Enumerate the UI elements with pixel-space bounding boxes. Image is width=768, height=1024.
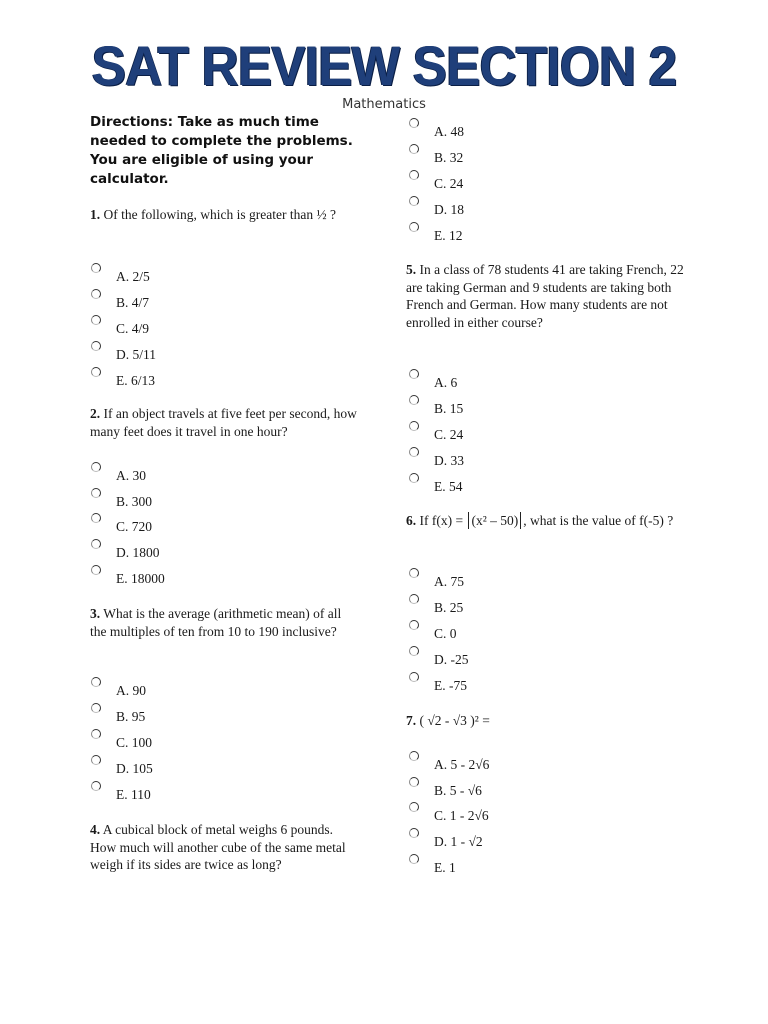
question-text: Of the following, which is greater than ½ ? [103,207,336,222]
q1-option-d[interactable] [91,341,156,361]
option-label: C. 4/9 [116,321,150,336]
radio-button[interactable] [409,144,419,154]
option-label: A. 30 [116,468,146,483]
q3-option-d[interactable] [91,755,153,775]
q3-option-a[interactable] [91,677,146,697]
radio-button[interactable] [91,677,101,687]
question-text-end: , what is the value of f(-5) ? [523,513,674,528]
option-label: C. 0 [434,626,457,641]
radio-button[interactable] [409,196,419,206]
question-number: 5. [406,262,417,277]
option-label: A. 5 - 2√6 [434,757,490,772]
question-6 [406,512,696,530]
radio-button[interactable] [409,854,419,864]
option-label: B. 15 [434,401,464,416]
option-label: A. 48 [434,124,464,139]
option-label: A. 6 [434,375,458,390]
question-2 [90,405,365,440]
radio-button[interactable] [409,672,419,682]
option-label: C. 100 [116,735,153,750]
q5-option-b[interactable] [409,395,463,415]
question-text: What is the average (arithmetic mean) of all the multiples of ten from 10 to 190 inclusive? [90,606,342,639]
radio-button[interactable] [409,222,419,232]
q7-option-c[interactable] [409,802,489,822]
q7-option-a[interactable] [409,751,489,771]
option-label: D. 33 [434,453,464,468]
radio-button[interactable] [409,828,419,838]
radio-button[interactable] [91,462,101,472]
radio-button[interactable] [409,646,419,656]
option-label: D. 5/11 [116,347,156,362]
abs-bar-left [468,512,469,529]
option-label: C. 720 [116,519,153,534]
abs-bar-right [520,512,521,529]
option-label: B. 300 [116,494,153,509]
q3-option-e[interactable] [91,781,151,801]
question-text: ( √2 - √3 )² = [419,713,490,728]
question-text: If f(x) = [419,513,464,528]
q2-option-c[interactable] [91,513,152,533]
option-label: C. 1 - 2√6 [434,808,489,823]
radio-button[interactable] [409,594,419,604]
question-number: 4. [90,822,101,837]
radio-button[interactable] [409,568,419,578]
q4-option-a[interactable] [409,118,464,138]
radio-button[interactable] [91,539,101,549]
radio-button[interactable] [409,802,419,812]
page-subtitle: Mathematics [342,97,426,112]
option-label: D. 18 [434,202,464,217]
question-3 [90,605,360,640]
question-number: 2. [90,406,101,421]
question-5 [406,261,686,331]
q1-option-b[interactable] [91,289,149,309]
option-label: C. 24 [434,176,464,191]
option-label: C. 24 [434,427,464,442]
radio-button[interactable] [409,447,419,457]
option-label: B. 32 [434,150,464,165]
radio-button[interactable] [409,369,419,379]
q5-option-e[interactable] [409,473,463,493]
radio-button[interactable] [91,315,101,325]
option-label: E. 1 [434,860,456,875]
q5-option-c[interactable] [409,421,463,441]
option-label: E. -75 [434,678,467,693]
question-number: 7. [406,713,417,728]
radio-button[interactable] [91,341,101,351]
q7-option-e[interactable] [409,854,456,874]
q2-option-d[interactable] [91,539,160,559]
option-label: E. 18000 [116,571,165,586]
q1-option-a[interactable] [91,263,150,283]
radio-button[interactable] [91,513,101,523]
question-4 [90,821,362,874]
option-label: D. 1 - √2 [434,834,483,849]
option-label: E. 12 [434,228,463,243]
option-label: A. 75 [434,574,464,589]
option-label: B. 4/7 [116,295,150,310]
q4-option-e[interactable] [409,222,463,242]
option-label: A. 2/5 [116,269,150,284]
page-title: SAT REVIEW SECTION 2 [91,34,677,97]
q2-option-a[interactable] [91,462,146,482]
q6-option-c[interactable] [409,620,457,640]
question-number: 1. [90,207,101,222]
option-label: B. 95 [116,709,146,724]
option-label: E. 6/13 [116,373,155,388]
q6-option-b[interactable] [409,594,463,614]
directions-text: Directions: Take as much time needed to complete the problems. You are eligible of using your calculator. [90,114,353,187]
q3-option-c[interactable] [91,729,152,749]
radio-button[interactable] [91,565,101,575]
option-label: E. 54 [434,479,463,494]
radio-button[interactable] [409,751,419,761]
question-text: If an object travels at five feet per second, how many feet does it travel in one hour? [90,406,357,439]
radio-button[interactable] [91,289,101,299]
radio-button[interactable] [409,421,419,431]
option-label: D. 105 [116,761,153,776]
radio-button[interactable] [409,777,419,787]
question-text: In a class of 78 students 41 are taking French, 22 are taking German and 9 students are taking both French and German. How many students are not enrolled in either course? [406,262,684,330]
radio-button[interactable] [409,170,419,180]
radio-button[interactable] [409,620,419,630]
q2-option-e[interactable] [91,565,165,585]
q2-option-b[interactable] [91,488,152,508]
q5-option-a[interactable] [409,369,457,389]
question-1 [90,206,352,224]
option-label: E. 110 [116,787,151,802]
q6-option-e[interactable] [409,672,467,692]
radio-button[interactable] [91,755,101,765]
radio-button[interactable] [91,488,101,498]
radio-button[interactable] [91,367,101,377]
q4-option-c[interactable] [409,170,463,190]
q3-option-b[interactable] [91,703,145,723]
option-label: B. 25 [434,600,464,615]
q1-option-c[interactable] [91,315,149,335]
radio-button[interactable] [409,118,419,128]
option-label: A. 90 [116,683,146,698]
q5-option-d[interactable] [409,447,464,467]
abs-expression: (x² – 50) [471,513,519,528]
q7-option-d[interactable] [409,828,483,848]
question-text: A cubical block of metal weighs 6 pounds. How much will another cube of the same metal weigh if its sides are twice as long? [90,822,346,872]
question-7 [406,712,686,730]
option-label: D. -25 [434,652,469,667]
radio-button[interactable] [91,781,101,791]
q6-option-d[interactable] [409,646,469,666]
q4-option-d[interactable] [409,196,464,216]
radio-button[interactable] [91,703,101,713]
radio-button[interactable] [409,395,419,405]
q7-option-b[interactable] [409,777,482,797]
radio-button[interactable] [409,473,419,483]
question-number: 6. [406,513,417,528]
question-number: 3. [90,606,101,621]
q4-option-b[interactable] [409,144,463,164]
radio-button[interactable] [91,263,101,273]
option-label: B. 5 - √6 [434,783,482,798]
q1-option-e[interactable] [91,367,155,387]
option-label: D. 1800 [116,545,160,560]
q6-option-a[interactable] [409,568,464,588]
radio-button[interactable] [91,729,101,739]
